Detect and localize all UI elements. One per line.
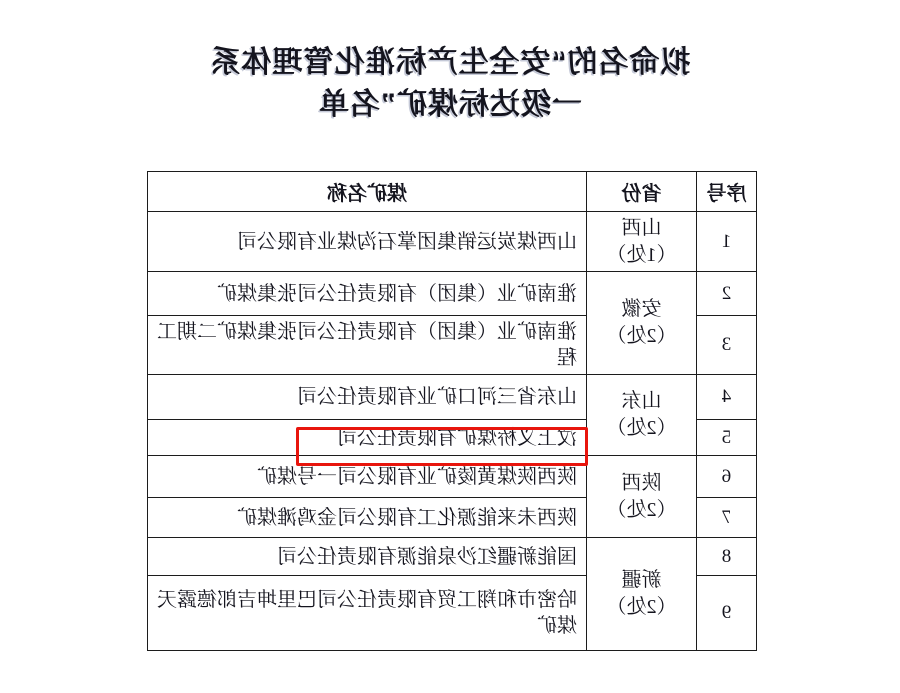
province-count: （2处） <box>606 498 677 521</box>
mine-cell: 淮南矿业（集团）有限责任公司张集煤矿 <box>148 272 587 316</box>
mine-cell: 哈密市和翔工贸有限责任公司巴里坤吉郎德露天煤矿 <box>148 576 587 651</box>
mine-list-table <box>147 171 757 651</box>
province-name: 陕西 <box>621 471 662 494</box>
table-header-row <box>148 172 757 212</box>
document-title <box>0 42 900 126</box>
header-seq: 序号 <box>697 172 757 212</box>
province-cell-xinjiang <box>587 538 697 651</box>
table-row <box>148 375 757 420</box>
province-count: （2处） <box>606 417 677 439</box>
mine-cell: 陕西陕煤黄陵矿业有限公司一号煤矿 <box>148 456 587 498</box>
mine-cell: 淮南矿业（集团）有限责任公司张集煤矿二期工程 <box>148 316 587 375</box>
header-province: 省份 <box>587 172 697 212</box>
table-row <box>148 456 757 498</box>
seq-cell: 3 <box>697 316 757 375</box>
province-name: 山西 <box>621 216 662 239</box>
mine-cell-highlighted: 汶上义桥煤矿有限责任公司 <box>148 420 587 456</box>
seq-cell: 2 <box>697 272 757 316</box>
province-cell-anhui <box>587 272 697 375</box>
province-cell-shanxi <box>587 212 697 272</box>
seq-cell: 5 <box>697 420 757 456</box>
title-line-1: 拟命名的“安全生产标准化管理体系 <box>209 46 691 79</box>
seq-cell: 1 <box>697 212 757 272</box>
table-row <box>148 538 757 576</box>
mine-cell: 国能新疆红沙泉能源有限责任公司 <box>148 538 587 576</box>
province-name: 山东 <box>621 390 662 412</box>
seq-cell: 6 <box>697 456 757 498</box>
mine-cell: 山东省三河口矿业有限责任公司 <box>148 375 587 420</box>
title-line-2: 一级达标煤矿”名单 <box>318 88 582 121</box>
province-name: 安徽 <box>621 298 662 320</box>
table-row <box>148 272 757 316</box>
seq-cell: 4 <box>697 375 757 420</box>
seq-cell: 7 <box>697 498 757 538</box>
province-name: 新疆 <box>621 569 662 591</box>
header-mine-name: 煤矿名称 <box>148 172 587 212</box>
table-row <box>148 212 757 272</box>
mine-cell: 陕西未来能源化工有限公司金鸡滩煤矿 <box>148 498 587 538</box>
seq-cell: 9 <box>697 576 757 651</box>
province-count: （2处） <box>606 596 677 618</box>
seq-cell: 8 <box>697 538 757 576</box>
province-cell-shaanxi <box>587 456 697 538</box>
mine-cell: 山西煤炭运销集团掌石沟煤业有限公司 <box>148 212 587 272</box>
province-cell-shandong <box>587 375 697 456</box>
province-count: （1处） <box>606 243 677 266</box>
province-count: （2处） <box>606 325 677 347</box>
